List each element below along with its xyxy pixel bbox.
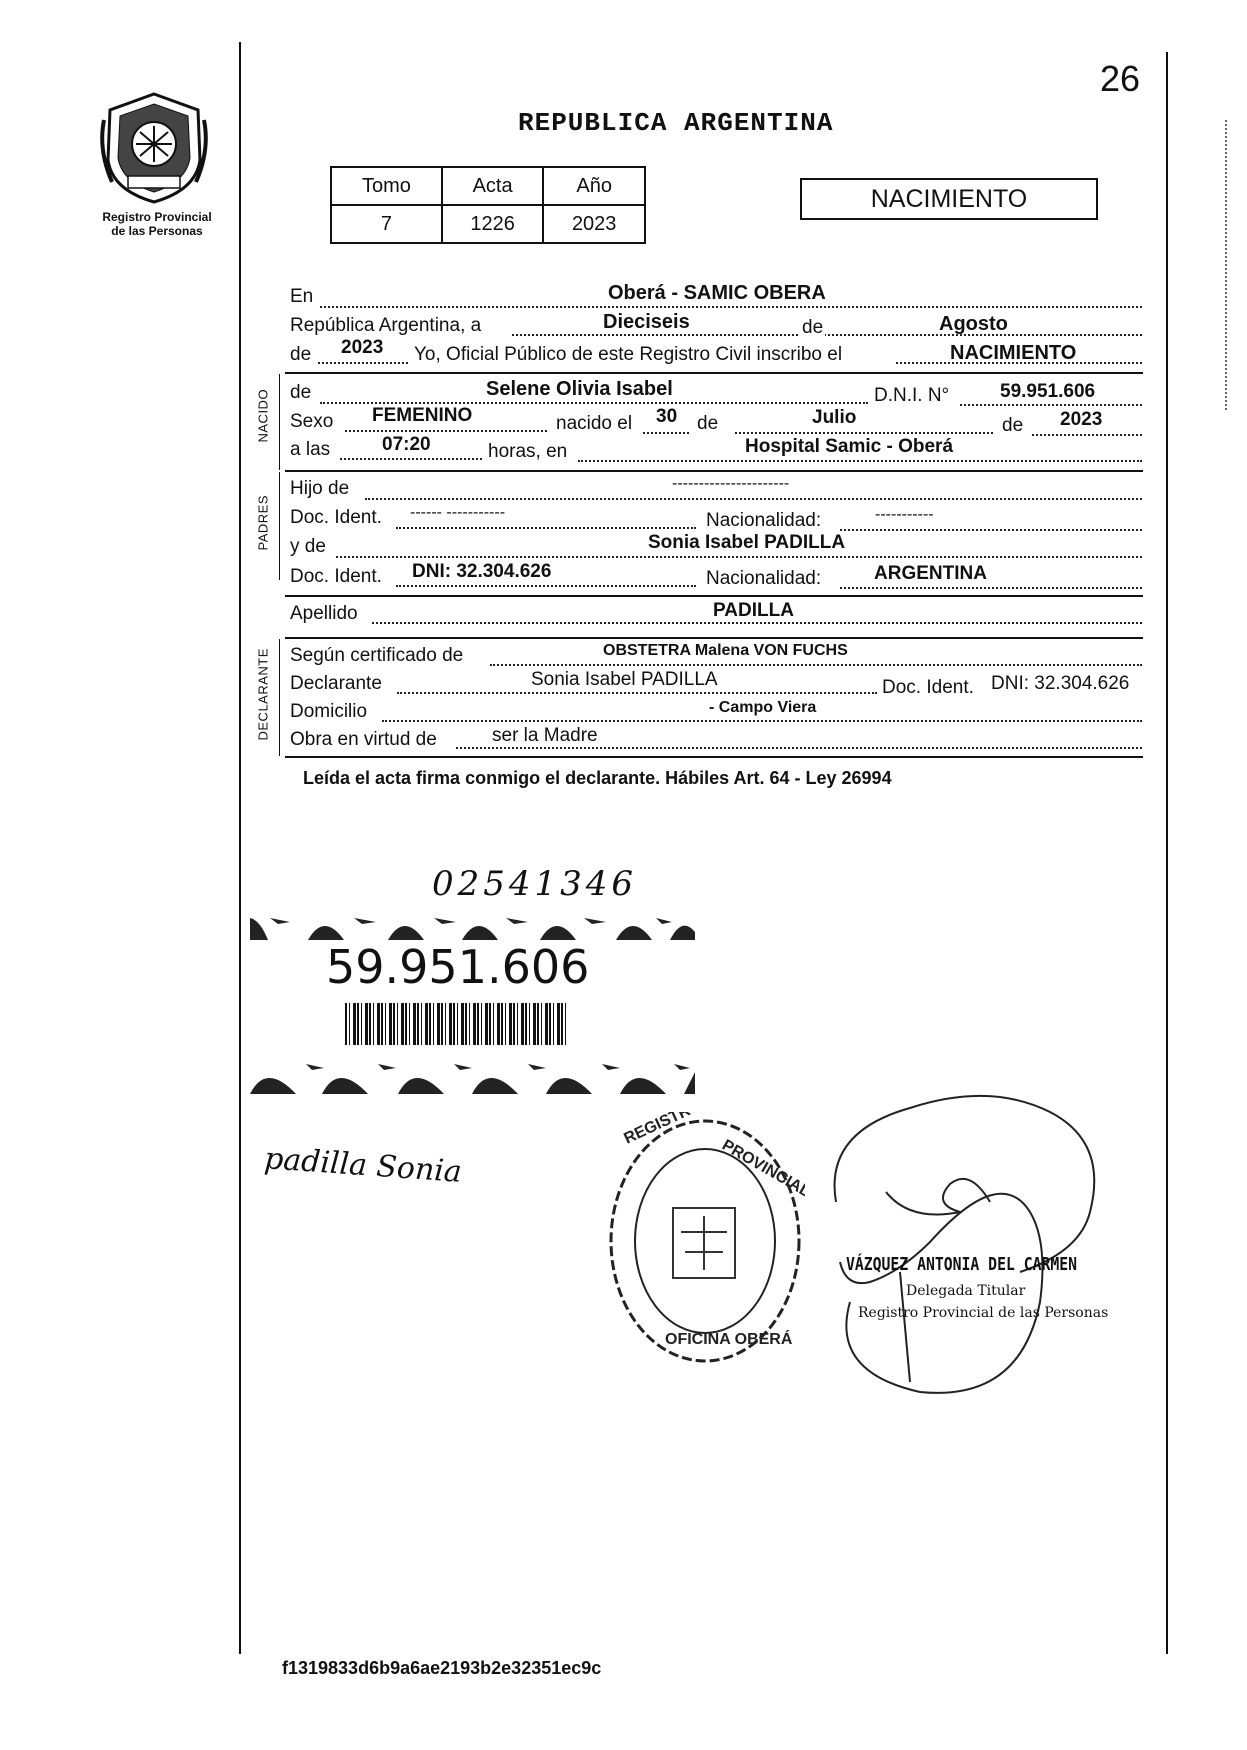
- record-table-header-row: [331, 167, 645, 205]
- section-divider-declarante-bottom: [285, 756, 1143, 758]
- dni-label: D.N.I. N°: [874, 385, 950, 406]
- nac-month-dots: [735, 432, 993, 434]
- document-hash: f1319833d6b9a6ae2193b2e32351ec9c: [282, 1658, 602, 1678]
- padres-bracket: [279, 472, 280, 580]
- year-prefix-label: de: [290, 344, 312, 365]
- en-value: Oberá - SAMIC OBERA: [608, 282, 826, 304]
- sexo-dots: [345, 430, 547, 432]
- hora-value: 07:20: [382, 434, 431, 455]
- nac1-value: -----------: [875, 506, 934, 523]
- barcode: [345, 1003, 567, 1045]
- nac1-dots: [840, 529, 1142, 531]
- declarante-label: Declarante: [290, 673, 382, 694]
- document-title: REPUBLICA ARGENTINA: [518, 108, 834, 138]
- record-table: [330, 166, 646, 244]
- tomo-header: Tomo: [331, 167, 442, 205]
- signature-icon: [790, 1072, 1120, 1402]
- doc2-dots: [396, 585, 696, 587]
- svg-text:PROVINCIAL: PROVINCIAL: [719, 1136, 805, 1201]
- doc3-value: DNI: 32.304.626: [991, 673, 1130, 694]
- nac-month-value: Julio: [812, 407, 857, 428]
- hijo-label: Hijo de: [290, 478, 350, 499]
- doc1-value: ------ -----------: [410, 504, 506, 521]
- section-divider-apellido-top: [285, 595, 1143, 597]
- record-type: NACIMIENTO: [870, 185, 1028, 213]
- official-office: Registro Provincial de las Personas: [858, 1305, 1109, 1321]
- declarante-bracket: [279, 639, 280, 756]
- de-label-1: de: [802, 317, 824, 338]
- declarante-dots: [397, 692, 877, 694]
- shield-icon: [98, 90, 210, 206]
- anio-header: Año: [543, 167, 645, 205]
- doc1-dots: [396, 527, 696, 529]
- nac2-value: ARGENTINA: [874, 563, 987, 584]
- month-value: Agosto: [939, 313, 1008, 335]
- obra-label: Obra en virtud de: [290, 729, 437, 750]
- anio-value: 2023: [543, 205, 645, 243]
- arch-pattern-icon: [250, 1058, 695, 1094]
- day-value: Dieciseis: [603, 311, 690, 333]
- side-label-declarante: DECLARANTE: [255, 648, 271, 741]
- acta-value: 1226: [442, 205, 544, 243]
- lugar-value: Hospital Samic - Oberá: [745, 436, 954, 457]
- sticker-pattern-bottom: [250, 1058, 695, 1094]
- side-label-nacido: NACIDO: [255, 388, 271, 443]
- doc2-value: DNI: 32.304.626: [412, 561, 552, 582]
- sexo-label: Sexo: [290, 411, 334, 432]
- doc3-label: Doc. Ident.: [882, 677, 974, 698]
- republica-label: República Argentina, a: [290, 315, 482, 336]
- hora-dots: [340, 458, 482, 460]
- obra-value: ser la Madre: [492, 725, 598, 746]
- republica-dots: [512, 334, 1142, 336]
- nac2-dots: [840, 587, 1142, 589]
- nombre-label: de: [290, 382, 312, 403]
- oficial-text: Yo, Oficial Público de este Registro Civil inscribo el: [414, 344, 843, 365]
- handwritten-signature-note: padilla Sonia: [263, 1141, 463, 1190]
- margin-scan-marks: [1225, 120, 1231, 410]
- certificado-value: OBSTETRA Malena VON FUCHS: [603, 642, 848, 659]
- province-logo: [98, 90, 210, 206]
- side-label-padres: PADRES: [255, 495, 271, 551]
- section-divider-padres-top: [285, 470, 1143, 472]
- obra-dots: [456, 747, 1142, 749]
- apellido-value: PADILLA: [713, 600, 794, 621]
- nacido-bracket: [279, 374, 280, 470]
- nac-day-value: 30: [656, 406, 678, 427]
- apellido-dots: [372, 622, 1142, 624]
- tomo-value: 7: [331, 205, 442, 243]
- official-name: VÁZQUEZ ANTONIA DEL CARMEN: [846, 1254, 1078, 1275]
- record-table-value-row: [331, 205, 645, 243]
- hijo-dots: [365, 498, 1142, 500]
- nac-year-dots: [1032, 434, 1142, 436]
- year-dots: [318, 362, 408, 364]
- horas-label: horas, en: [488, 441, 568, 462]
- footer-note: Leída el acta firma conmigo el declarante. Hábiles Art. 64 - Ley 26994: [303, 768, 892, 788]
- section-divider-declarante-top: [285, 637, 1143, 639]
- section-divider-nacido-top: [285, 372, 1143, 374]
- signature-scribble: [790, 1072, 1120, 1402]
- nac-year-value: 2023: [1060, 409, 1103, 430]
- right-margin-line: [1166, 52, 1168, 1654]
- svg-text:REGISTRO: REGISTRO: [621, 1112, 705, 1148]
- round-seal: [605, 1112, 805, 1370]
- nac-day-dots: [643, 432, 689, 434]
- nac2-label: Nacionalidad:: [706, 568, 822, 589]
- hijo-value: ----------------------: [672, 475, 790, 492]
- tipo-value: NACIMIENTO: [950, 342, 1077, 364]
- year-value: 2023: [341, 337, 384, 358]
- madre-value: Sonia Isabel PADILLA: [648, 532, 846, 553]
- certificado-label: Según certificado de: [290, 645, 464, 666]
- svg-text:OFICINA OBERÁ: OFICINA OBERÁ: [665, 1331, 793, 1348]
- doc2-label: Doc. Ident.: [290, 566, 382, 587]
- logo-caption: Registro Provincial de las Personas: [102, 210, 212, 238]
- page-number: 26: [1100, 58, 1141, 99]
- apellido-label: Apellido: [290, 603, 358, 624]
- madre-dots: [336, 556, 1142, 558]
- sexo-value: FEMENINO: [372, 405, 473, 426]
- nacido-label: nacido el: [556, 413, 633, 434]
- declarante-value: Sonia Isabel PADILLA: [531, 669, 718, 690]
- round-seal-icon: [605, 1112, 805, 1370]
- nac-month-label: de: [697, 413, 719, 434]
- dni-dots: [960, 404, 1142, 406]
- nac1-label: Nacionalidad:: [706, 510, 822, 531]
- left-margin-line: [239, 42, 241, 1654]
- en-label: En: [290, 286, 314, 307]
- nombre-dots: [320, 402, 868, 404]
- official-title: Delegada Titular: [906, 1283, 1026, 1299]
- nombre-value: Selene Olivia Isabel: [486, 378, 673, 400]
- sticker-pattern-top: [250, 912, 695, 940]
- hora-label: a las: [290, 439, 331, 460]
- domicilio-dots: [382, 720, 1142, 722]
- doc1-label: Doc. Ident.: [290, 507, 382, 528]
- nac-year-label: de: [1002, 415, 1024, 436]
- dni-value: 59.951.606: [1000, 381, 1096, 402]
- madre-label: y de: [290, 536, 326, 557]
- en-dots: [320, 306, 1142, 308]
- certificado-dots: [490, 664, 1142, 666]
- sticker-dni-number: 59.951.606: [326, 940, 590, 994]
- handwritten-number: 02541346: [432, 864, 638, 904]
- domicilio-value: - Campo Viera: [709, 699, 817, 716]
- domicilio-label: Domicilio: [290, 701, 368, 722]
- acta-header: Acta: [442, 167, 544, 205]
- lugar-dots: [578, 460, 1142, 462]
- record-type-box: [800, 178, 1098, 220]
- arch-pattern-icon: [250, 912, 695, 940]
